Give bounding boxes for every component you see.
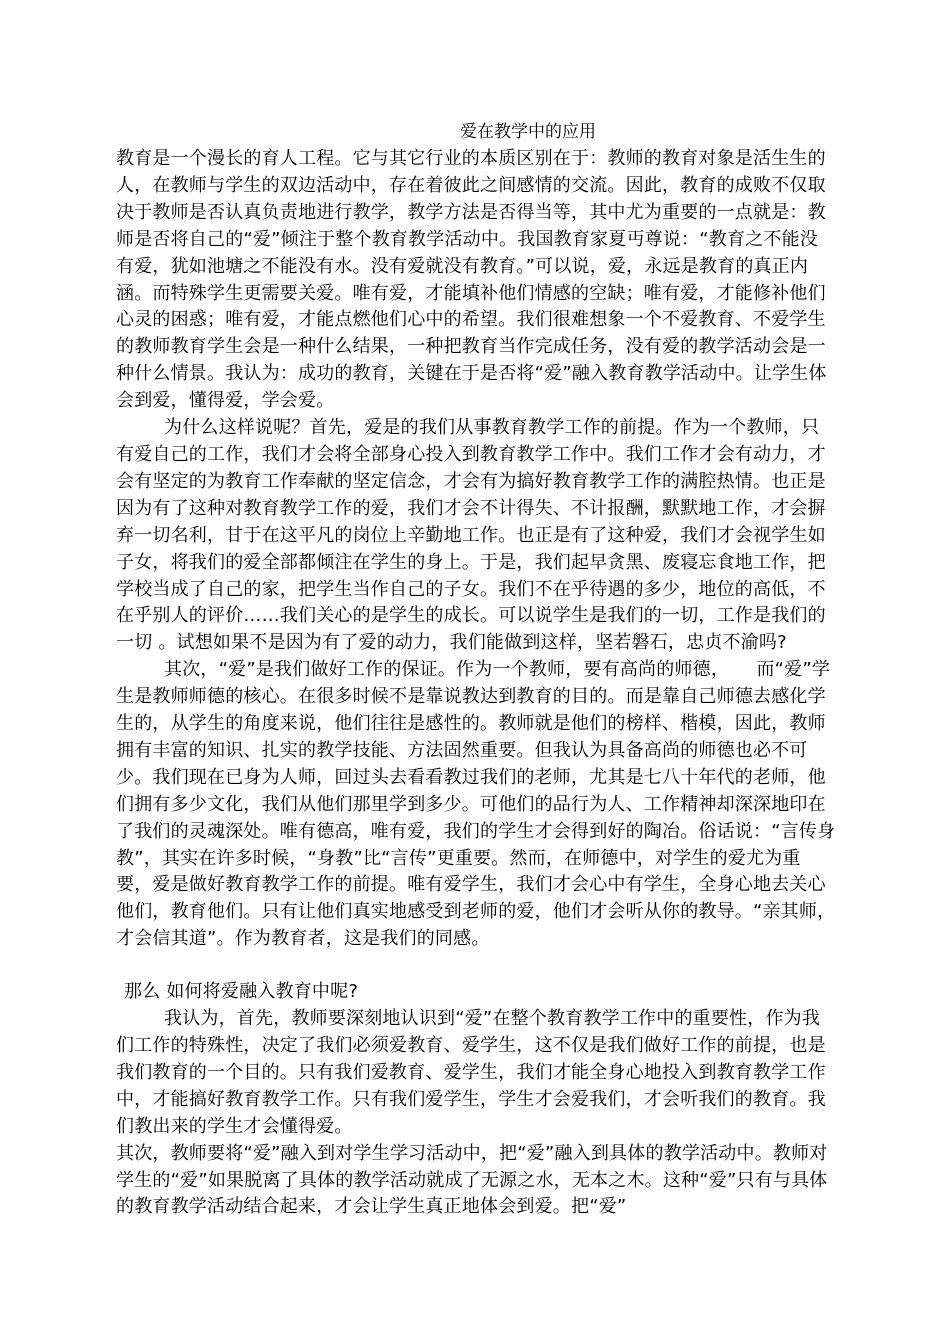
document-body [116, 146, 836, 1221]
paragraph-why: 为什么这样说呢？首先，爱是的我们从事教育教学工作的前提。作为一个教师，只有爱自己的工作，我们才会将全部身心投入到教育教学工作中。我们工作才会有动力，才会有坚定的为教育工作奉献的坚定信念，才会有为搞好教育教学工作的满腔热情。也正是因为有了这种对教育教学工作的爱，我们才会不计得失、不计报酬，默默地工作，才会摒弃一切名利，甘于在这平凡的岗位上辛勤地工作。也正是有了这种爱，我们才会视学生如子女，将我们的爱全部都倾注在学生的身上。于是，我们起早贪黑、废寝忘食地工作，把学校当成了自己的家，把学生当作自己的子女。我们不在乎待遇的多少，地位的高低，不在乎别人的评价……我们关心的是学生的成长。可以说学生是我们的一切，工作是我们的一切 。试想如果不是因为有了爱的动力，我们能做到这样，坚若磐石，忠贞不渝吗? [116, 417, 826, 654]
paragraph-second: 其次，“爱”是我们做好工作的保证。作为一个教师，要有高尚的师德， 而“爱”学生是教师师德的核心。在很多时候不是靠说教达到教育的目的。而是靠自己师德去感化学生的，从学生的角度来说，他们往往是感性的。教师就是他们的榜样、楷模，因此，教师拥有丰富的知识、扎实的教学技能、方法固然重要。但我认为具备高尚的师德也必不可少。我们现在已身为人师，回过头去看看教过我们的老师，尤其是七八十年代的老师，他们拥有多少文化，我们从他们那里学到多少。可他们的品行为人、工作精神却深深地印在了我们的灵魂深处。唯有德高，唯有爱，我们的学生才会得到好的陶冶。俗话说：“言传身教”，其实在许多时候，“身教”比“言传”更重要。然而，在师德中，对学生的爱尤为重要，爱是做好教育教学工作的前提。唯有爱学生，我们才会心中有学生，全身心地去关心他们，教育他们。只有让他们真实地感受到老师的爱，他们才会听从你的教导。“亲其师，才会信其道”。作为教育者，这是我们的同感。 [116, 659, 836, 950]
paragraph-intro: 教育是一个漫长的育人工程。它与其它行业的本质区别在于：教师的教育对象是活生生的人，在教师与学生的双边活动中，存在着彼此之间感情的交流。因此，教育的成败不仅取决于教师是否认真负责地进行教学，教学方法是否得当等，其中尤为重要的一点就是：教师是否将自己的“爱”倾注于整个教育教学活动中。我国教育家夏丏尊说：“教育之不能没有爱，犹如池塘之不能没有水。没有爱就没有教育。”可以说，爱，永远是教育的真正内涵。而特殊学生更需要关爱。唯有爱，才能填补他们情感的空缺；唯有爱，才能修补他们心灵的困惑；唯有爱，才能点燃他们心中的希望。我们很难想象一个不爱教育、不爱学生的教师教育学生会是一种什么结果，一种把教育当作完成任务，没有爱的教学活动会是一种什么情景。我认为：成功的教育，关键在于是否将“爱”融入教育教学活动中。让学生体会到爱，懂得爱，学会爱。 [116, 148, 827, 412]
paragraph-question: 那么 如何将爱融入教育中呢? [124, 981, 359, 1003]
paragraph-second-method: 其次，教师要将“爱”融入到对学生学习活动中，把“爱”融入到具体的教学活动中。教师对学生的“爱”如果脱离了具体的教学活动就成了无源之水，无本之木。这种“爱”只有与具体的教育教学活动结合起来，才会让学生真正地体会到爱。把“爱” [116, 1142, 828, 1218]
paragraph-first-method: 我认为，首先，教师要深刻地认识到“爱”在整个教育教学工作中的重要性，作为我们工作的特殊性，决定了我们必须爱教育、爱学生，这不仅是我们做好工作的前提，也是我们教育的一个目的。只有我们爱教育、爱学生，我们才能全身心地投入到教育教学工作中，才能搞好教育教学工作。只有我们爱学生，学生才会爱我们，才会听我们的教育。我们教出来的学生才会懂得爱。 [116, 1008, 826, 1137]
document-title: 爱在教学中的应用 [460, 122, 596, 142]
